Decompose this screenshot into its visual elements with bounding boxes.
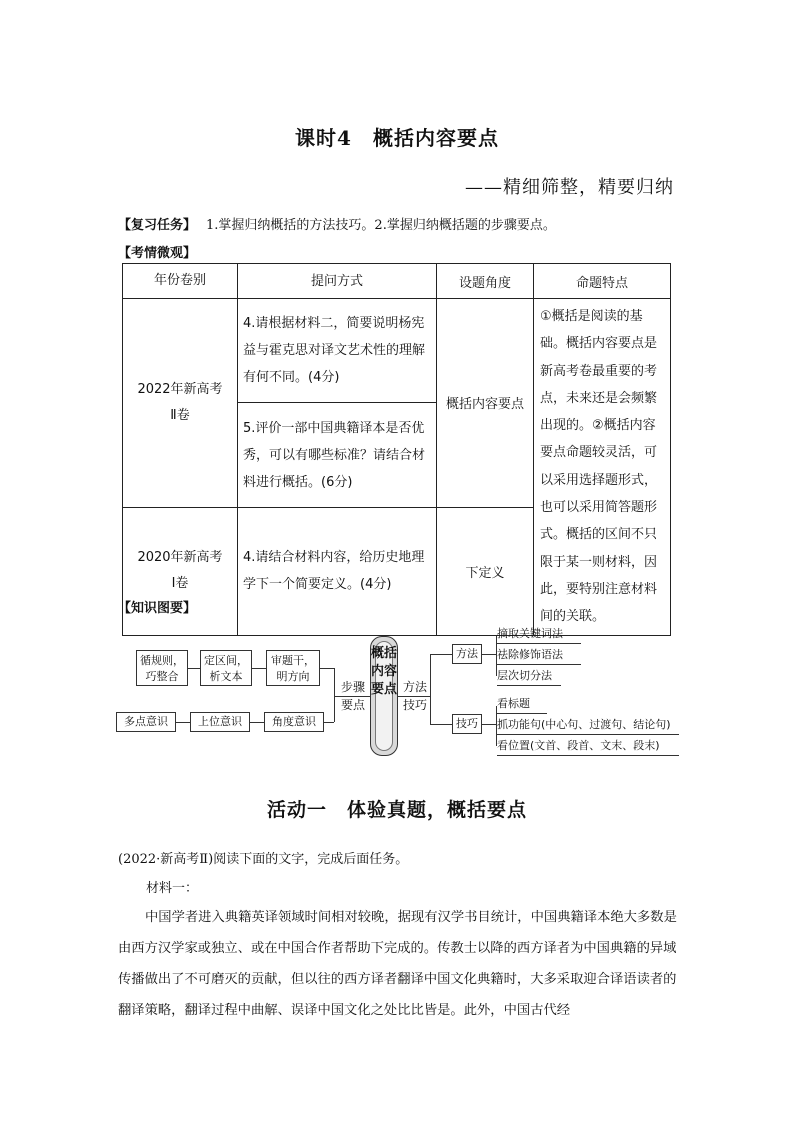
activity-title: 活动一 体验真题，概括要点 (266, 799, 527, 821)
review-text: 1.掌握归纳概括的方法技巧。2.掌握归纳概括题的步骤要点。 (206, 218, 556, 233)
methods-label: 方法技巧 (402, 680, 427, 712)
connector (324, 722, 334, 723)
connector (176, 722, 190, 723)
connector (398, 696, 430, 697)
step-box-range: 定区间，析文本 (200, 650, 252, 686)
table-cell-year: 2022年新高考Ⅱ卷 (123, 299, 238, 508)
table-cell-question: 4.请结合材料内容，给历史地理学下一个简要定义。(4分) (238, 507, 437, 635)
connector (250, 722, 264, 723)
table-header: 年份卷别 (123, 264, 238, 299)
knowledge-map (116, 627, 680, 760)
skill-box: 技巧 (452, 714, 482, 734)
method-box: 方法 (452, 644, 482, 664)
step-box-integrate: 循规则，巧整合 (136, 650, 188, 686)
connector (482, 724, 496, 725)
knowledge-map-label: 【知识图要】 (118, 601, 197, 616)
steps-label: 步骤要点 (340, 680, 365, 712)
review-label: 【复习任务】 (118, 218, 197, 233)
skill-item: 看标题 (497, 694, 547, 714)
table-header: 设题角度 (437, 264, 534, 299)
step-box-read-question: 审题干，明方向 (266, 650, 320, 686)
method-item: 祛除修饰语法 (497, 645, 581, 665)
table-cell-question: 4.请根据材料二，简要说明杨宪益与霍克思对译文艺术性的理解有何不同。(4分) (238, 299, 437, 403)
skill-item: 抓功能句(中心句、过渡句、结论句) (497, 715, 679, 735)
table-header: 命题特点 (534, 264, 671, 299)
method-item: 摘取关键词法 (497, 624, 581, 644)
center-topic-text: 概括内容要点 (371, 646, 398, 697)
step-box-upper: 上位意识 (190, 712, 250, 732)
connector (320, 668, 334, 669)
table-cell-year: 2020年新高考Ⅰ卷 (123, 507, 238, 635)
material-label: 材料一： (146, 881, 199, 896)
table-header: 提问方式 (238, 264, 437, 299)
table-cell-angle: 下定义 (437, 507, 534, 635)
activity-intro: (2022·新高考Ⅱ)阅读下面的文字，完成后面任务。 (118, 852, 409, 867)
material-paragraph: 中国学者进入典籍英译领域时间相对较晚，据现有汉学书目统计，中国典籍译本绝大多数是由西方汉学家或独立、或在中国合作者帮助下完成的。传教士以降的西方译者为中国典籍的异域传播做出了不可磨灭的贡献，但以往的西方译者翻译中国文化典籍时，大多采取迎合译语读者的翻译策略，翻译过程中曲解、误译中国文化之处比比皆是。此外，中国古代经 (118, 910, 677, 1018)
table-header-row (123, 264, 671, 299)
page-subtitle: ——精细筛整，精要归纳 (465, 177, 674, 198)
exam-analysis-label: 【考情微观】 (118, 246, 197, 261)
connector (430, 654, 452, 655)
exam-table (122, 263, 671, 636)
table-cell-features: ①概括是阅读的基础。概括内容要点是新高考卷最重要的考点，未来还是会频繁出现的。②概括内容要点命题较灵活，可以采用选择题形式，也可以采用简答题形式。概括的区间不只限于某一则材料，因此，要特别注意材料间的关联。 (534, 299, 671, 636)
center-topic (370, 636, 398, 756)
step-box-multi: 多点意识 (116, 712, 176, 732)
table-cell-angle: 概括内容要点 (437, 299, 534, 508)
connector (430, 724, 452, 725)
connector (334, 668, 335, 722)
page-title: 课时4 概括内容要点 (295, 126, 499, 150)
connector (188, 668, 200, 669)
review-task (118, 214, 556, 233)
skill-item: 看位置(文首、段首、文末、段末) (497, 736, 679, 756)
connector (252, 668, 266, 669)
method-item: 层次切分法 (497, 666, 561, 686)
table-row (123, 299, 671, 403)
table-cell-question: 5.评价一部中国典籍译本是否优秀，可以有哪些标准？请结合材料进行概括。(6分) (238, 403, 437, 507)
connector (482, 654, 496, 655)
step-box-angle: 角度意识 (264, 712, 324, 732)
connector (430, 654, 431, 724)
